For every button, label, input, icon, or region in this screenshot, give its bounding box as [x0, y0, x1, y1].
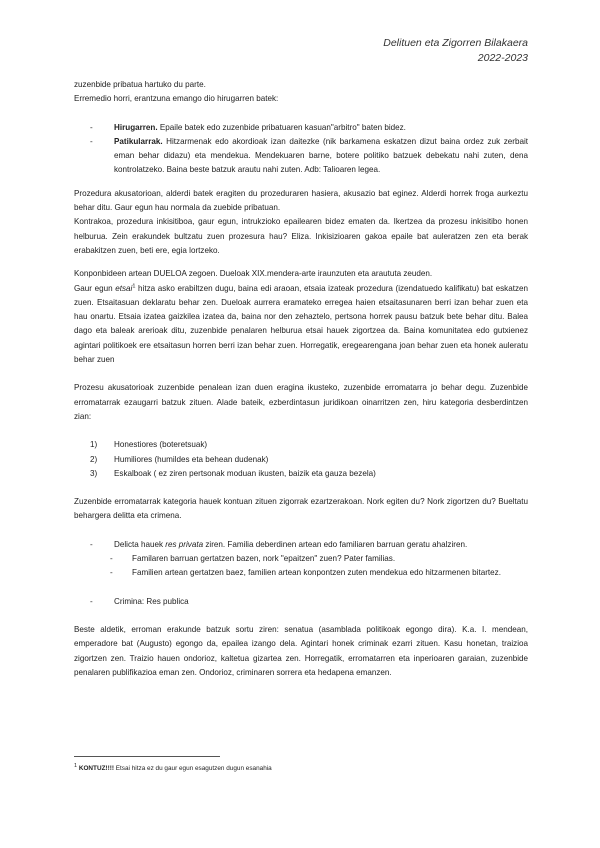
list-item-text: Hitzarmenak edo akordioak izan daitezke (nik barkamena eskatzen dizut baina ordez zuk zerbait eman behar didazu) eta mendekua. Mendekuaren barne, botere politiko batzuek debekatu nahi zuten, dena kontrolatzeko. Baina beste batzuk arautu nahi zuten. Adb: Talioaren legea. — [114, 136, 528, 175]
paragraph: Konponbideen artean DUELOA zegoen. Dueloak XIX.mendera-arte iraunzuten eta araututa zeuden. — [74, 269, 433, 279]
sub-list-item: - Familaren barruan gertatzen bazen, nork "epaitzen" zuen? Pater familias. — [74, 552, 528, 566]
list-item-label: Patikularrak. — [114, 136, 163, 146]
sub-list-item: - Familien artean gertatzen baez, familien artean konpontzen zuten mendekua edo hitzarmenen bitartez. — [74, 566, 528, 580]
list-number: 3) — [90, 468, 98, 478]
paragraph: zuzenbide pribatua hartuko du parte. — [74, 80, 206, 89]
list-item — [74, 438, 528, 452]
list-item — [74, 121, 528, 135]
paragraph: Beste aldetik, erroman erakunde batzuk sortu ziren: senatua (asamblada politikoak egongo dira). K.a. I. mendean, emperadore bat (Augusto) egongo da, epailea izango dela. Agintari honek criminak ezarri zituen. Kasu honetan, traizioa zigortzen zen. Traizio hauen ondorioz, kaltetua gizartea zen. Horregatik, erromatarren eta inperioaren garaian, zuzenbide penalaren publifikazioa eman zen. Ondorioz, criminaren sorrera eta hedapena emanzen. — [74, 624, 528, 677]
page-header — [383, 36, 528, 66]
document-body — [74, 78, 528, 680]
list-item-text: Honestiores (boteretsuak) — [114, 440, 208, 450]
paragraph: Prozedura akusatorioan, alderdi batek eragiten du prozeduraren hasiera, akusazio bat eginez. Alderdi horrek froga aurkeztu behar ditu. Gaur egun hau normala da zuebide pribatuan. — [74, 188, 528, 213]
list-item-label: Hirugarren. — [114, 122, 158, 132]
footnote-divider — [74, 756, 220, 757]
footnote-ref[interactable]: 1 — [132, 282, 136, 289]
list-number: 1) — [90, 440, 98, 450]
header-title: Delituen eta Zigorren Bilakaera — [383, 37, 528, 49]
dash-list — [74, 121, 528, 178]
paragraph: Erremedio horri, erantzuna emango dio hirugarren batek: — [74, 94, 279, 104]
paragraph: Gaur egun etsai$^1$ hitza asko erabiltzen dugu, baina edi araoan, etsaia izateak prozedura (izendatuedo kalifikatu) bat eskatzen zuen. Etsaitasuan deklaratu behar zen. Dueloak aurrera eramateko erregea haien etsaitasunaren berri izan behar zuen eta hau onartu. Etsaia izatea gaizkilea izatea da, baina nor den zehaztelo, pertsona horrek pausu batzuk bete behar ditu. Balea dago eta baleak arerioak ditu, zuzenbide penalaren helburua etsai hauek zigortzea da. Baina komunitatea edo gutxienez agintari politikoek ere etsaitasun horren berri izan behar zuen. Horregatik, eregearengana joan behar zuen eta honek auleratu behar zuen — [74, 282, 529, 365]
paragraph: Kontrakoa, prozedura inkisitiboa, gaur egun, intrukzioko epailearen bidez ematen da. Ikertzea da prozesu inkisitibo honen helburua. Zein erakundek bultzatu zuen prozesura hau? Eliza. Inkisizioaren gakoa epaile bat auleratzen zen eta berak erabakitzen zuen, beti ere, egia lortzeko. — [74, 217, 528, 255]
footnote-mark: 1 — [74, 762, 78, 769]
sub-list — [74, 552, 528, 581]
numbered-list — [74, 438, 528, 481]
list-item-text: Epaile batek edo zuzenbide pribatuaren kasuan"arbitro" baten bidez. — [157, 122, 406, 132]
list-item — [74, 467, 528, 481]
list-item: - Crimina: Res publica — [74, 595, 528, 609]
list-number: 2) — [90, 454, 98, 464]
header-year: 2022-2023 — [477, 52, 528, 64]
list-item-text: Humiliores (humildes eta behean dudenak) — [114, 454, 269, 464]
list-item: - Delicta hauek res privata ziren. Familia deberdinen artean edo familiaren barruan geratu ahalziren. - Familaren barruan gertatzen bazen, nork "epaitzen" zuen? Pater familias. - Familien artean gertatzen baez, familien artean konpontzen zuten mendekua edo hitzarmenen bitartez. — [74, 538, 528, 581]
dash-list — [74, 595, 528, 609]
list-item-text: Eskalboak ( ez ziren pertsonak moduan ikusten, baizik eta gauza bezela) — [114, 468, 376, 478]
footnote — [74, 764, 528, 774]
list-item — [74, 135, 528, 178]
paragraph: Zuzenbide erromatarrak kategoria hauek kontuan zituen zigorrak ezartzerakoan. Nork egiten du? Nork zigortzen du? Bueltatu behargera delitta eta crimena. — [74, 497, 528, 521]
emphasis: res privata — [165, 539, 204, 549]
emphasis: etsai — [115, 283, 133, 293]
paragraph: Prozesu akusatorioak zuzenbide penalean izan duen eragina ikusteko, zuzenbide erromatarra jo behar degu. Zuzenbide erromatarrak ezaugarri batzuk zituen. Alade bateik, ezberdintasun juridikoan oinarritzen zen, hiru kategoria desberdintzen zian: — [74, 383, 528, 421]
list-item — [74, 453, 528, 467]
footnote-text: Etsai hitza ez du gaur egun esagutzen dugun esanahia — [113, 765, 272, 772]
dash-list — [74, 538, 528, 581]
footnote-label: KONTUZ!!!! — [78, 765, 114, 772]
